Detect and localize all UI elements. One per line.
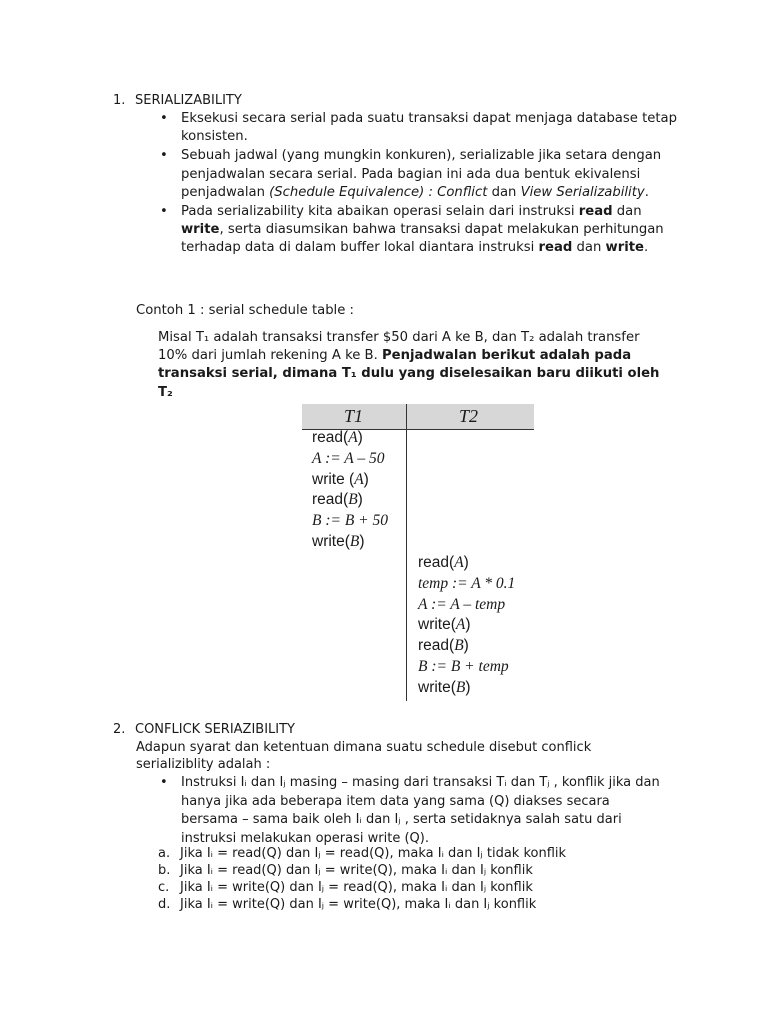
op-operand: A := A – 50	[312, 449, 385, 467]
section1-title: SERIALIZABILITY	[135, 93, 242, 108]
op-name: write(	[418, 678, 456, 696]
list-letter: d.	[158, 897, 171, 912]
schedule-row-t1	[312, 533, 365, 551]
section1-number: 1.	[113, 93, 126, 108]
schedule-row-t2	[418, 616, 471, 634]
op-operand: A	[354, 470, 364, 488]
list-item	[158, 845, 658, 862]
op-operand: B	[348, 491, 358, 509]
op-operand: B := B + 50	[312, 512, 389, 530]
op-name: write (	[312, 470, 355, 488]
schedule-row-t2	[418, 679, 471, 697]
bullet-text-part: Pada serializability kita abaikan operasi selain dari instruksi	[181, 204, 579, 220]
op-name: write(	[312, 533, 350, 550]
bullet-text-bold: write	[181, 222, 220, 238]
schedule-row-t2	[418, 554, 469, 572]
op-operand: B	[349, 533, 360, 550]
bullet-text-part: dan	[572, 240, 606, 256]
section2-title: CONFLICK SERIAZIBILITY	[135, 722, 295, 737]
op-operand: A	[455, 616, 466, 634]
schedule-header	[302, 404, 534, 429]
conflict-rules-list	[158, 845, 658, 913]
bullet-icon: •	[160, 204, 168, 220]
list-letter: c.	[158, 880, 170, 895]
op-operand: B := B + temp	[418, 658, 509, 675]
bullet-text-part: , serta diasumsikan bahwa transaksi dapat melakukan perhitungan terhadap data di dalam buffer lokal diantara instruksi	[181, 222, 664, 256]
op-operand: B	[454, 637, 464, 655]
bullet-item	[160, 203, 680, 258]
op-name: read(	[418, 554, 455, 571]
list-item	[158, 879, 658, 896]
bullet-text: Eksekusi secara serial pada suatu transaksi dapat menjaga database tetap konsisten.	[181, 111, 677, 145]
schedule-table	[302, 404, 534, 701]
op-close: )	[363, 470, 369, 488]
example-title: Contoh 1 : serial schedule table :	[136, 303, 354, 318]
section2-heading	[113, 721, 295, 739]
section2-bullets	[160, 774, 670, 848]
column-header-t1: T1	[344, 406, 364, 426]
list-item	[158, 862, 658, 879]
bullet-text-part: .	[644, 184, 649, 200]
op-close: )	[463, 637, 469, 655]
op-close: )	[357, 429, 363, 446]
op-name: read(	[312, 429, 349, 446]
column-divider	[406, 404, 407, 701]
op-name: write(	[418, 616, 456, 634]
op-operand: A := A – temp	[418, 595, 506, 613]
bullet-text-part: Sebuah jadwal (yang mungkin konkuren), serializable jika setara dengan penjadwalan secara serial. Pada bagian ini ada dua bentuk ekivalensi penjadwalan	[181, 148, 662, 200]
schedule-row-t1	[312, 450, 384, 468]
op-name: read(	[418, 637, 455, 655]
op-operand: temp := A * 0.1	[418, 574, 516, 592]
section2-intro: Adapun syarat dan ketentuan dimana suatu schedule disebut conflick serializiblity adalah :	[136, 740, 592, 772]
section1-heading	[113, 92, 242, 110]
op-name: read(	[312, 491, 349, 509]
op-operand: A	[454, 554, 464, 571]
bullet-text-bold: read	[538, 240, 573, 256]
op-close: )	[357, 491, 363, 509]
bullet-text: Instruksi Iᵢ dan Iⱼ masing – masing dari transaksi Tᵢ dan Tⱼ , konflik jika dan hanya jika ada beberapa item data yang sama (Q) diakses secara bersama – sama baik oleh Iᵢ dan Iⱼ , serta setidaknya salah satu dari instruksi melakukan operasi write (Q).	[181, 775, 660, 846]
bullet-text-italic: (Schedule Equivalence) : Conflict	[269, 184, 488, 200]
bullet-item	[160, 774, 670, 848]
bullet-text-bold: write	[605, 240, 644, 256]
bullet-text-part: dan	[612, 204, 642, 220]
list-item	[158, 896, 658, 913]
op-operand: B	[455, 678, 466, 696]
schedule-row-t2	[418, 575, 515, 593]
schedule-row-t2	[418, 658, 509, 676]
bullet-icon: •	[160, 148, 168, 164]
list-text: Jika Iᵢ = read(Q) dan Iⱼ = read(Q), maka Iᵢ dan Iⱼ tidak konflik	[180, 846, 567, 861]
bullet-icon: •	[160, 775, 168, 790]
list-text: Jika Iᵢ = read(Q) dan Iⱼ = write(Q), maka Iᵢ dan Iⱼ konflik	[180, 863, 533, 878]
list-text: Jika Iᵢ = write(Q) dan Iⱼ = write(Q), maka Iᵢ dan Iⱼ konflik	[180, 897, 537, 912]
list-letter: b.	[158, 863, 171, 878]
schedule-row-t2	[418, 637, 469, 655]
schedule-row-t2	[418, 596, 505, 614]
bullet-text-bold: read	[578, 204, 613, 220]
list-text: Jika Iᵢ = write(Q) dan Iⱼ = read(Q), maka Iᵢ dan Iⱼ konflik	[180, 880, 533, 895]
column-header-t2: T2	[459, 406, 479, 426]
schedule-row-t1	[312, 471, 369, 489]
section2-number: 2.	[113, 722, 126, 737]
bullet-item	[160, 110, 680, 146]
bullet-item	[160, 147, 680, 202]
list-letter: a.	[158, 846, 171, 861]
example-text-bold: Penjadwalan berikut adalah pada transaksi serial, dimana T₁ dulu yang diselesaikan baru diikuti oleh T₂	[158, 348, 660, 400]
schedule-row-t1	[312, 429, 363, 447]
op-operand: A	[348, 429, 358, 446]
example-text-part: Misal T₁ adalah transaksi transfer $50 dari A ke B, dan T₂ adalah transfer 10% dari jumlah rekening A ke B.	[158, 330, 640, 364]
op-close: )	[465, 616, 471, 634]
bullet-text-part: dan	[487, 184, 521, 200]
section1-bullets	[160, 110, 680, 258]
schedule-row-t1	[312, 491, 363, 509]
op-close: )	[359, 533, 365, 550]
op-close: )	[465, 678, 471, 696]
op-close: )	[463, 554, 469, 571]
bullet-text-part: .	[644, 240, 649, 256]
schedule-row-t1	[312, 512, 388, 530]
bullet-text-italic: View Serializability	[520, 184, 645, 200]
bullet-icon: •	[160, 111, 168, 126]
example-text	[158, 329, 668, 402]
